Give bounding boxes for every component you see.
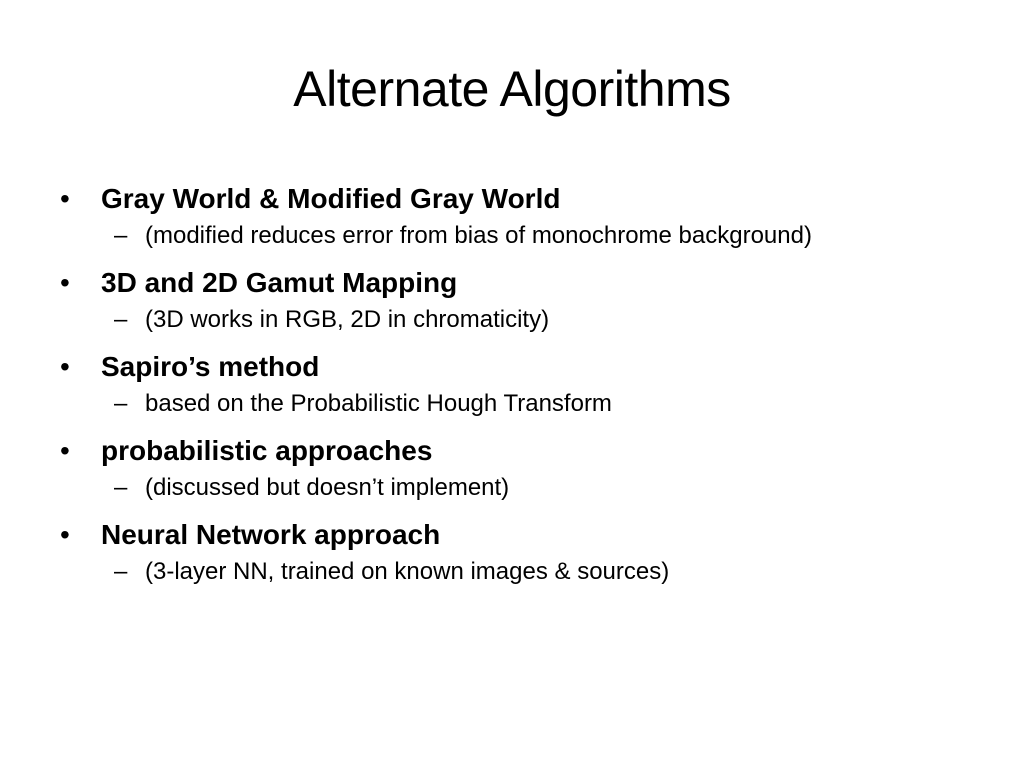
sub-bullet-marker: – — [114, 558, 128, 585]
bullet-item-neural-network — [60, 514, 960, 588]
bullet-marker: • — [60, 519, 70, 550]
bullet-marker: • — [60, 183, 70, 214]
sub-bullet-text: based on the Probabilistic Hough Transform — [145, 390, 612, 417]
bullet-item-probabilistic — [60, 430, 960, 504]
bullet-item-sapiro — [60, 346, 960, 420]
sub-bullet-marker: – — [114, 306, 128, 333]
bullet-text: Sapiro’s method — [101, 351, 320, 382]
bullet-marker: • — [60, 435, 70, 466]
sub-bullet — [101, 304, 960, 336]
sub-bullet — [101, 220, 960, 252]
bullet-list — [60, 178, 960, 588]
sub-bullet-marker: – — [114, 222, 128, 249]
sub-bullet-marker: – — [114, 474, 128, 501]
bullet-marker: • — [60, 267, 70, 298]
bullet-text: Gray World & Modified Gray World — [101, 183, 561, 214]
bullet-text: probabilistic approaches — [101, 435, 433, 466]
bullet-text: Neural Network approach — [101, 519, 441, 550]
sub-bullet-text: (modified reduces error from bias of monochrome background) — [145, 222, 812, 249]
sub-bullet-marker: – — [114, 390, 128, 417]
sub-bullet — [101, 388, 960, 420]
slide-title: Alternate Algorithms — [293, 61, 731, 117]
bullet-text: 3D and 2D Gamut Mapping — [101, 267, 458, 298]
bullet-item-gamut-mapping — [60, 262, 960, 336]
sub-bullet-text: (3-layer NN, trained on known images & sources) — [145, 558, 670, 585]
sub-bullet-text: (3D works in RGB, 2D in chromaticity) — [145, 306, 550, 333]
bullet-marker: • — [60, 351, 70, 382]
sub-bullet — [101, 556, 960, 588]
sub-bullet-text: (discussed but doesn’t implement) — [145, 474, 510, 501]
bullet-item-gray-world — [60, 178, 960, 252]
sub-bullet — [101, 472, 960, 504]
